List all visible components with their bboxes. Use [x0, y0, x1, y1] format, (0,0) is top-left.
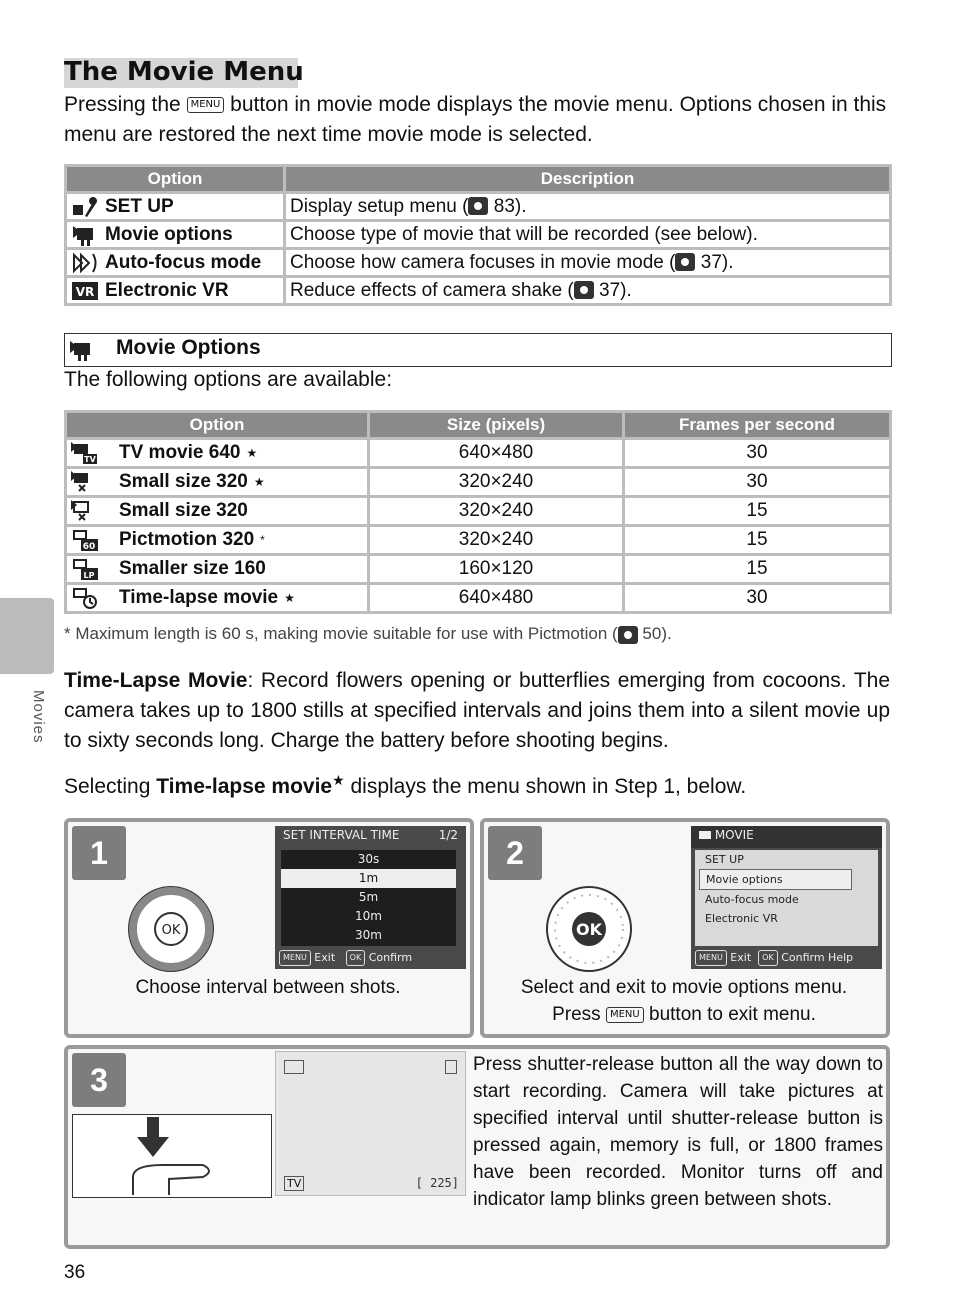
menu-key-icon: MENU [695, 950, 727, 966]
table-row [67, 278, 889, 303]
fps-cell: 15 [625, 556, 889, 582]
header-description: Description [286, 167, 889, 191]
asterisk-mark: * [260, 533, 265, 547]
description: Choose type of movie that will be recorded (see below). [290, 223, 758, 245]
table-row [67, 556, 889, 582]
intro-paragraph [64, 90, 894, 150]
menu-key-icon: MENU [606, 1007, 644, 1023]
lcd-title: SET INTERVAL TIME [283, 828, 400, 842]
fps-cell: 15 [625, 498, 889, 524]
movie-options-table [64, 410, 892, 614]
step2-caption [488, 974, 880, 1028]
star-mark: ★ [332, 772, 345, 788]
interval-option[interactable]: 30m [355, 928, 382, 942]
page-ref: 50 [642, 624, 662, 643]
menu-option[interactable]: Electronic VR [705, 912, 778, 925]
lcd-confirm: Confirm [781, 951, 825, 964]
movie-camera-icon [71, 224, 99, 246]
intro-text-1: Pressing the [64, 93, 181, 116]
lcd-exit: Exit [730, 951, 752, 964]
menu-option[interactable]: SET UP [705, 853, 744, 866]
lcd-shooting-view [275, 1051, 466, 1196]
lcd-title: MOVIE [714, 828, 754, 842]
svg-text:TV: TV [84, 455, 96, 464]
footnote [64, 624, 672, 644]
menu-key-icon: MENU [279, 950, 311, 966]
svg-text:OK: OK [161, 923, 181, 938]
fps-cell: 30 [625, 440, 889, 466]
option-label: Auto-focus mode [105, 251, 262, 273]
size-cell: 640×480 [370, 440, 622, 466]
description: Choose how camera focuses in movie mode ( [290, 251, 676, 273]
fps-cell: 30 [625, 469, 889, 495]
option-label: TV movie 640 [119, 442, 241, 463]
description: Reduce effects of camera shake ( [290, 279, 574, 301]
option-label: Time-lapse movie [119, 587, 279, 608]
description-end: ). [514, 195, 527, 217]
interval-option[interactable]: 30s [357, 852, 380, 866]
step1-number: 1 [72, 826, 126, 880]
page-title: The Movie Menu [64, 57, 304, 87]
option-label: Small size 320 [119, 500, 248, 521]
star-mark: ★ [253, 475, 265, 489]
multi-selector-icon [544, 884, 634, 974]
description-end: ). [721, 251, 734, 273]
page-reference-icon [574, 281, 594, 299]
description-end: ). [620, 279, 632, 301]
footnote-text: * Maximum length is 60 s, making movie suitable for use with Pictmotion ( [64, 624, 618, 643]
step2-number: 2 [488, 826, 542, 880]
fps-cell: 30 [625, 585, 889, 611]
page-ref: 83 [493, 195, 515, 217]
vr-icon [71, 280, 99, 302]
option-label: Electronic VR [105, 279, 229, 301]
ok-key-icon: OK [346, 950, 366, 966]
menu-option-selected[interactable]: Movie options [699, 869, 852, 890]
pictmotion-icon [71, 529, 99, 551]
side-label: Movies [30, 690, 47, 744]
page-ref: 37 [599, 279, 621, 301]
header-option: Option [67, 413, 367, 437]
page-reference-icon [618, 626, 638, 644]
lcd-page: 1/2 [438, 828, 458, 842]
shutter-illustration [72, 1114, 272, 1198]
selecting-post: displays the menu shown in Step 1, below. [344, 775, 747, 798]
table-row [67, 222, 889, 247]
header-size: Size (pixels) [370, 413, 622, 437]
option-label: Smaller size 160 [119, 558, 266, 579]
lcd-exit: Exit [314, 951, 336, 964]
footnote-end: ). [661, 624, 672, 643]
svg-text:OK: OK [576, 920, 602, 939]
table-row [67, 250, 889, 275]
page-reference-icon [468, 197, 488, 215]
step3-number: 3 [72, 1053, 126, 1107]
menu-table [64, 164, 892, 306]
header-option: Option [67, 167, 283, 191]
lcd-confirm: Confirm [368, 951, 413, 964]
interval-option[interactable]: 5m [358, 890, 379, 904]
table-row [67, 585, 889, 611]
page-ref: 37 [700, 251, 722, 273]
menu-key-icon: MENU [187, 97, 225, 113]
setup-wrench-icon [71, 196, 99, 218]
lcd-movie-menu [691, 826, 882, 969]
movie-camera-icon [68, 338, 96, 362]
small-size-icon [71, 500, 99, 522]
size-cell: 320×240 [370, 498, 622, 524]
option-label: Small size 320 [119, 471, 248, 492]
table-row [67, 194, 889, 219]
section-tab [0, 598, 54, 674]
size-cell: 320×240 [370, 527, 622, 553]
ok-key-icon: OK [758, 950, 778, 966]
selecting-pre: Selecting [64, 775, 157, 798]
selecting-paragraph [64, 772, 746, 799]
time-lapse-icon [71, 587, 99, 609]
description: Display setup menu ( [290, 195, 469, 217]
interval-option[interactable]: 10m [355, 909, 382, 923]
option-label: Movie options [105, 223, 233, 245]
timelapse-mode-icon [284, 1060, 304, 1074]
table-row [67, 469, 889, 495]
step1-caption: Choose interval between shots. [135, 977, 401, 998]
options-lead: The following options are available: [64, 368, 393, 391]
option-label: Pictmotion 320 [119, 529, 255, 550]
size-cell: 160×120 [370, 556, 622, 582]
svg-text:60: 60 [82, 542, 96, 551]
page-reference-icon [675, 253, 695, 271]
step2-caption-press: Press [552, 1004, 601, 1025]
step3-text: Press shutter-release button all the way down to start recording. Camera will take pictures at specified interval until shutter-release button is pressed again, memory is full, or 1800 frames have been recorded. Monitor turns off and indicator lamp blinks green between shots. [473, 1054, 883, 1210]
step2-caption-end: button to exit menu. [649, 1004, 816, 1025]
lcd-interval-menu [275, 826, 466, 969]
selecting-bold: Time-lapse movie [156, 775, 333, 798]
menu-option[interactable]: Auto-focus mode [705, 893, 799, 906]
option-label: SET UP [105, 195, 174, 217]
size-cell: 320×240 [370, 469, 622, 495]
lcd-help: Help [828, 951, 854, 964]
small-size-icon [71, 471, 99, 493]
tv-movie-icon [71, 442, 99, 464]
timelapse-paragraph [64, 666, 890, 756]
table-row [67, 440, 889, 466]
section-title: Movie Options [116, 336, 261, 359]
star-mark: ★ [284, 591, 295, 605]
intro-text-2: button in movie mode displays the movie menu. Options chosen in this menu are restored the next time movie mode is selected. [64, 93, 887, 146]
fps-cell: 15 [625, 527, 889, 553]
header-fps: Frames per second [625, 413, 889, 437]
svg-text:VR: VR [75, 284, 95, 299]
shutter-press-icon [73, 1115, 271, 1197]
timelapse-label: Time-Lapse Movie [64, 669, 248, 692]
table-row [67, 498, 889, 524]
autofocus-icon [71, 252, 99, 274]
tv-mode-icon: TV [284, 1176, 304, 1191]
star-mark: ★ [246, 446, 258, 460]
page-number: 36 [64, 1262, 86, 1283]
size-cell: 640×480 [370, 585, 622, 611]
interval-option-selected[interactable]: 1m [281, 869, 456, 888]
multi-selector-icon [126, 884, 216, 974]
step2-caption-line1: Select and exit to movie options menu. [520, 977, 848, 998]
memory-icon [445, 1060, 457, 1074]
frame-counter: [ 225] [415, 1176, 459, 1190]
table-row [67, 527, 889, 553]
timelapse-text: : Record flowers opening or butterflies emerging from cocoons. The camera takes up to 1800 stills at specified intervals and joins them into a silent movie up to sixty seconds long. Charge the battery before shooting begins. [64, 669, 891, 752]
svg-text:LP: LP [83, 571, 95, 580]
smaller-size-icon [71, 558, 99, 580]
